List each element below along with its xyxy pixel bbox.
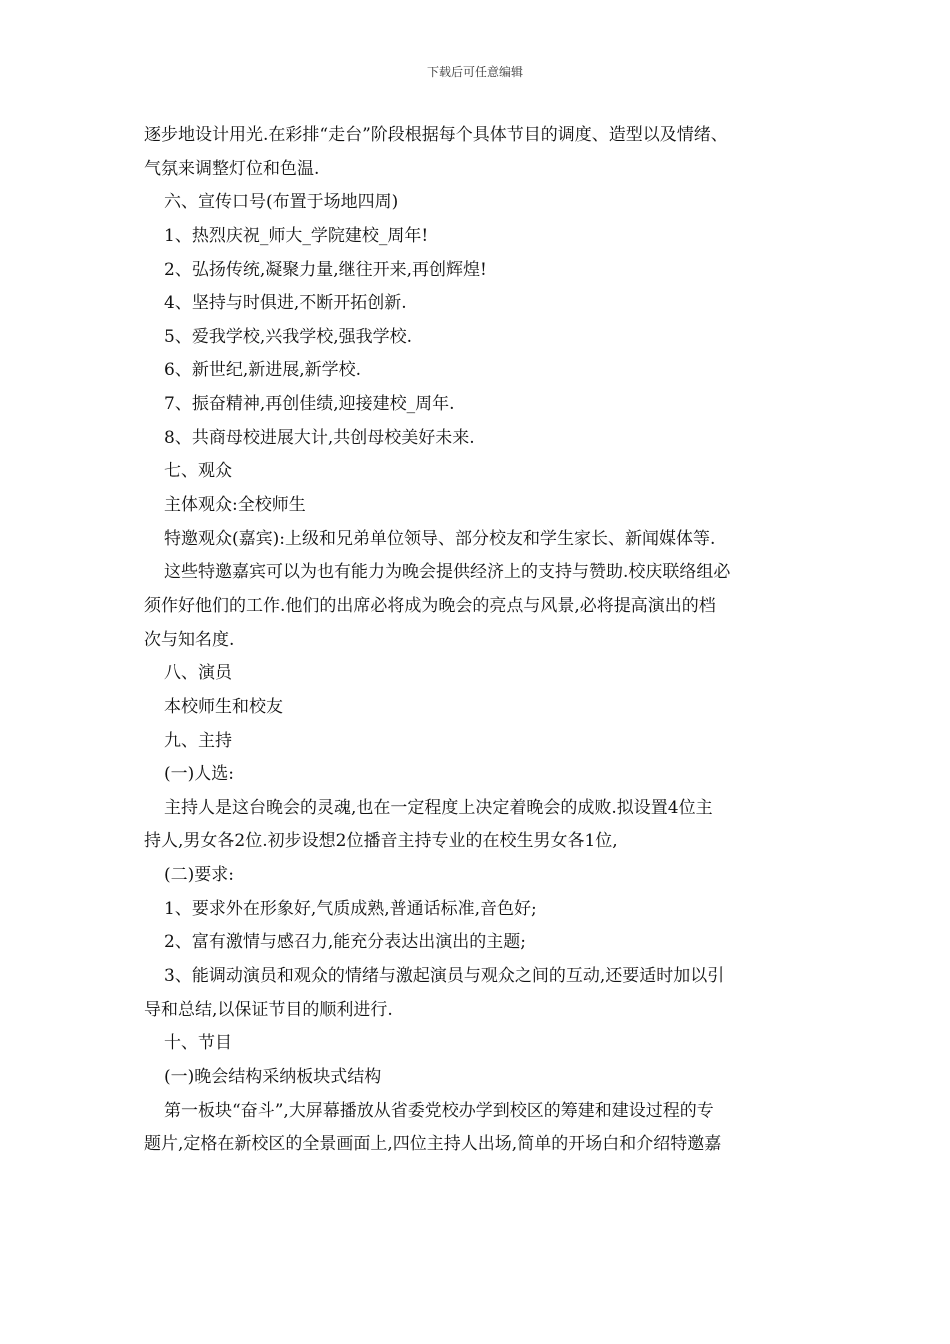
text-line: 本校师生和校友 [164, 696, 283, 717]
text-line: 1、热烈庆祝_师大_学院建校_周年! [164, 225, 429, 246]
text-line: 4、坚持与时俱进,不断开拓创新. [164, 293, 407, 314]
text-line: 持人,男女各2位.初步设想2位播音主持专业的在校生男女各1位, [144, 831, 618, 852]
text-line: 特邀观众(嘉宾):上级和兄弟单位领导、部分校友和学生家长、新闻媒体等. [164, 528, 716, 549]
text-line: 主持人是这台晚会的灵魂,也在一定程度上决定着晚会的成败.拟设置4位主 [164, 797, 713, 818]
text-line: 八、演员 [164, 663, 232, 684]
text-line: 须作好他们的工作.他们的出席必将成为晚会的亮点与风景,必将提高演出的档 [144, 595, 716, 616]
text-line: 主体观众:全校师生 [164, 495, 306, 516]
text-line: 7、振奋精神,再创佳绩,迎接建校_周年. [164, 394, 455, 415]
text-line: 6、新世纪,新进展,新学校. [164, 360, 362, 381]
text-line: 次与知名度. [144, 629, 235, 650]
text-line: 导和总结,以保证节目的顺利进行. [144, 999, 393, 1020]
text-line: 十、节目 [164, 1033, 232, 1054]
text-line: 题片,定格在新校区的全景画面上,四位主持人出场,简单的开场白和介绍特邀嘉 [144, 1134, 722, 1155]
page-header: 下载后可任意编辑 [426, 65, 523, 79]
text-line: (一)人选: [164, 764, 234, 785]
text-line: 九、主持 [164, 730, 232, 751]
text-line: (一)晚会结构采纳板块式结构 [164, 1066, 382, 1087]
text-line: 第一板块“奋斗”,大屏幕播放从省委党校办学到校区的筹建和建设过程的专 [164, 1100, 714, 1121]
text-line: 1、要求外在形象好,气质成熟,普通话标准,音色好; [164, 898, 537, 919]
text-line: 8、共商母校进展大计,共创母校美好未来. [164, 427, 475, 448]
document-body [144, 119, 824, 1162]
text-line: (二)要求: [164, 865, 234, 886]
text-line: 气氛来调整灯位和色温. [144, 158, 320, 179]
text-line: 2、富有激情与感召力,能充分表达出演出的主题; [164, 932, 526, 953]
text-line: 2、弘扬传统,凝聚力量,继往开来,再创辉煌! [164, 259, 487, 280]
text-line: 六、宣传口号(布置于场地四周) [164, 192, 399, 213]
text-line: 逐步地设计用光.在彩排“走台”阶段根据每个具体节目的调度、造型以及情绪、 [144, 125, 728, 145]
text-line: 这些特邀嘉宾可以为也有能力为晚会提供经济上的支持与赞助.校庆联络组必 [164, 562, 731, 583]
text-line: 七、观众 [164, 461, 232, 482]
text-line: 5、爱我学校,兴我学校,强我学校. [164, 326, 413, 347]
text-line: 3、能调动演员和观众的情绪与激起演员与观众之间的互动,还要适时加以引 [164, 966, 725, 987]
